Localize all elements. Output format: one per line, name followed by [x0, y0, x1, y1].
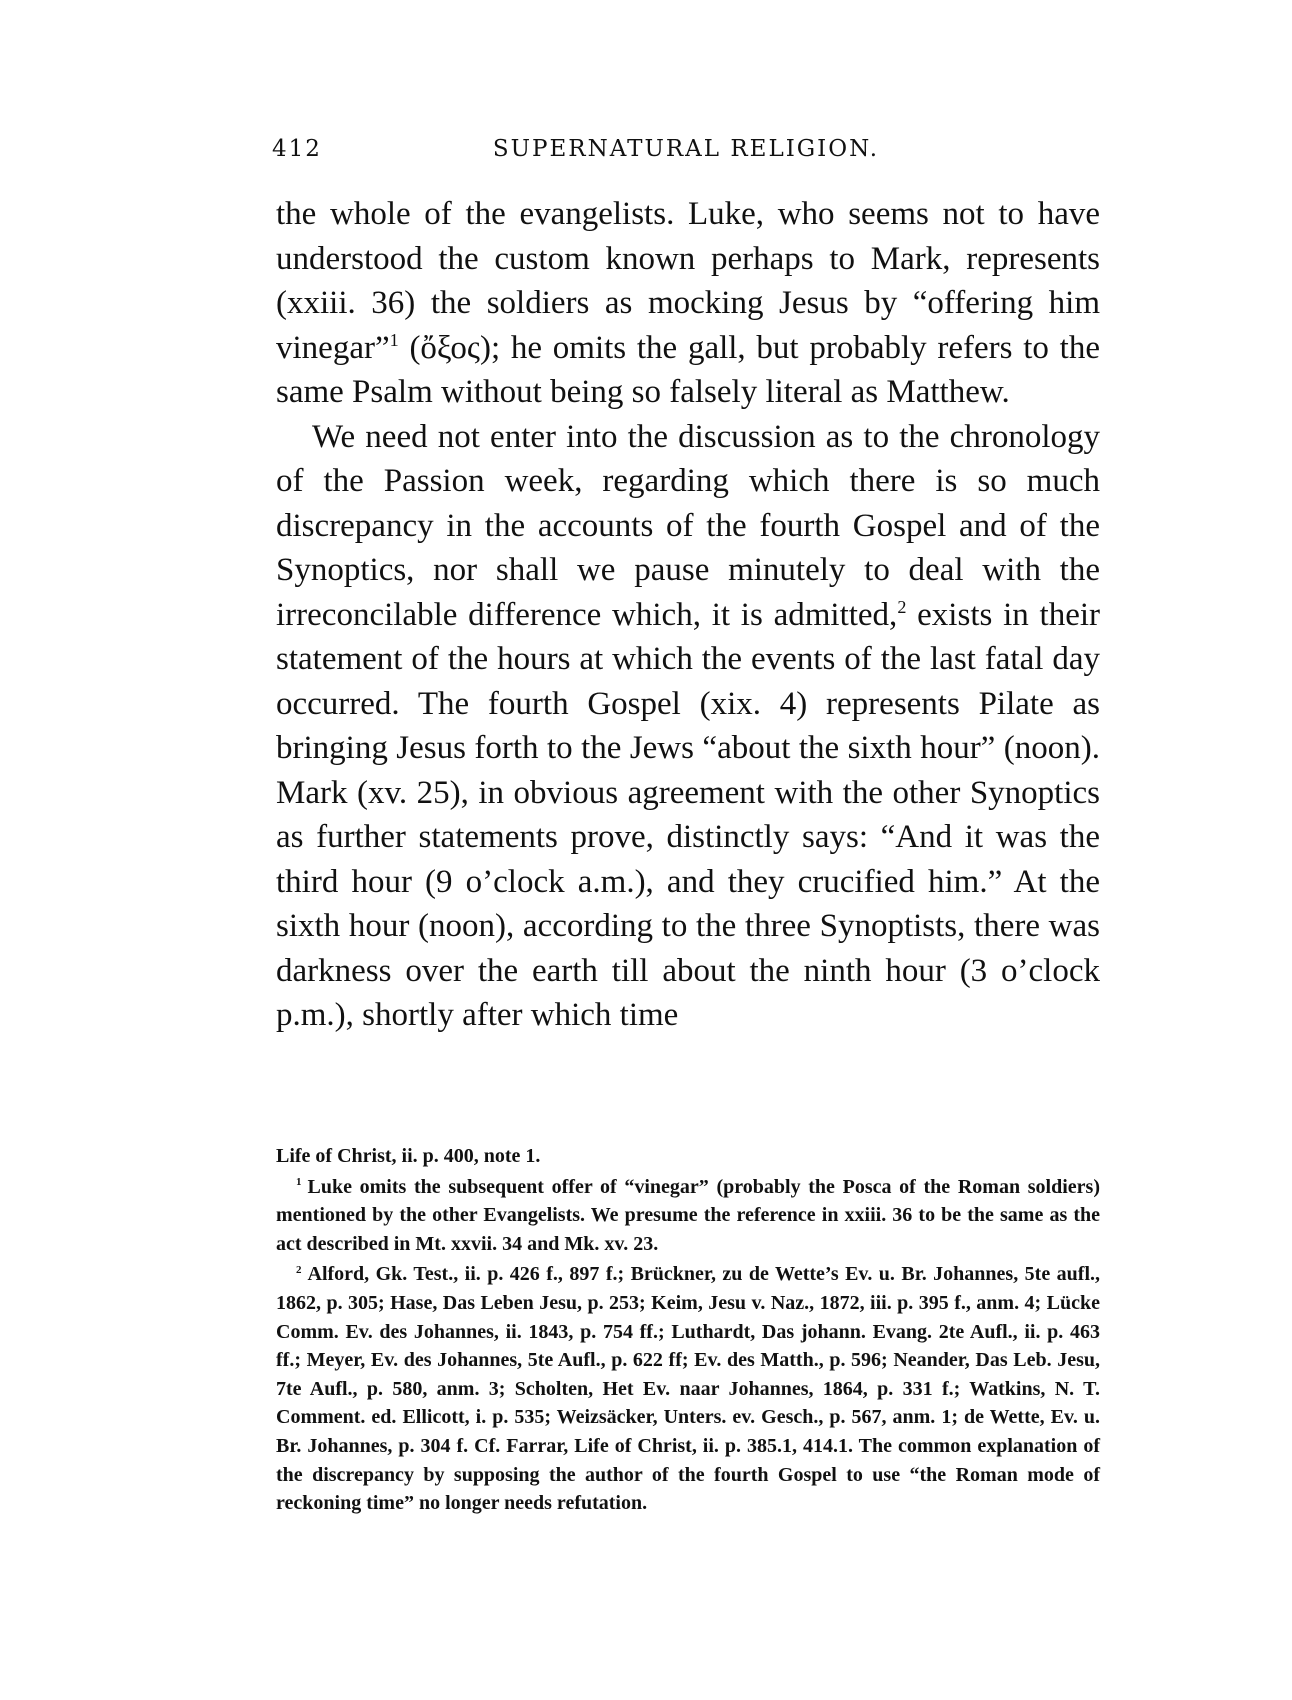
paragraph-1	[276, 192, 1100, 415]
running-title: SUPERNATURAL RELIGION.	[492, 136, 880, 162]
paragraph-2-text: We need not enter into the discussion as to the chronology of the Passion week, regarding which there is so much discrepancy in the accounts of the fourth Gospel and of the Synoptics, nor shall we pause minutely to deal with the irreconcilable difference which, it is admitted,	[276, 418, 1100, 633]
footnote-2-marker: 2	[296, 1263, 302, 1276]
main-text	[276, 192, 1100, 1038]
paragraph-1-text-rest: (ὄξος); he omits the gall, but probably refers to the same Psalm without being so falsely literal as Matthew.	[276, 329, 1100, 410]
footnotes	[276, 1142, 1100, 1520]
paragraph-1-text: the whole of the evangelists. Luke, who seems not to have understood the custom known perhaps to Mark, represents (xxiii. 36) the soldiers as mocking Jesus by “offering him vinegar”	[276, 196, 1100, 366]
paragraph-2	[276, 415, 1100, 1038]
page-header	[272, 136, 1100, 170]
footnote-1-text: Luke omits the subsequent offer of “vinegar” (probably the Posca of the Roman soldiers) mentioned by the other Evangelists. We presume the reference in xxiii. 36 to be the same as the act described in Mt. xxvii. 34 and Mk. xv. 23.	[276, 1175, 1100, 1255]
paragraph-2-text-rest: exists in their statement of the hours at which the events of the last fatal day occurred. The fourth Gospel (xix. 4) represents Pilate as bringing Jesus forth to the Jews “about the sixth hour” (noon). Mark (xv. 25), in obvious agreement with the other Synoptics as further statements prove, distinctly says: “And it was the third hour (9 o’clock a.m.), and they crucified him.” At the sixth hour (noon), according to the three Synoptists, there was darkness over the earth till about the ninth hour (3 o’clock p.m.), shortly after which time	[276, 596, 1100, 1033]
footnote-2-text: Alford, Gk. Test., ii. p. 426 f., 897 f.; Brückner, zu de Wette’s Ev. u. Br. Johannes, 5te aufl., 1862, p. 305; Hase, Das Leben Jesu, p. 253; Keim, Jesu v. Naz., 1872, iii. p. 395 f., anm. 4; Lücke Comm. Ev. des Johannes, ii. 1843, p. 754 ff.; Luthardt, Das johann. Evang. 2te Aufl., ii. p. 463 ff.; Meyer, Ev. des Johannes, 5te Aufl., p. 622 ff; Ev. des Matth., p. 596; Neander, Das Leb. Jesu, 7te Aufl., p. 580, anm. 3; Scholten, Het Ev. naar Johannes, 1864, p. 331 f.; Watkins, N. T. Comment. ed. Ellicott, i. p. 535; Weizsäcker, Unters. ev. Gesch., p. 567, anm. 1; de Wette, Ev. u. Br. Johannes, p. 304 f. Cf. Farrar, Life of Christ, ii. p. 385.1, 414.1. The common explanation of the discrepancy by supposing the author of the fourth Gospel to use “the Roman mode of reckoning time” no longer needs refutation.	[276, 1263, 1100, 1515]
footnote-1	[276, 1173, 1100, 1259]
footnote-2	[276, 1260, 1100, 1517]
footnote-continued: Life of Christ, ii. p. 400, note 1.	[276, 1145, 541, 1167]
page-number: 412	[272, 136, 322, 162]
footnote-ref-1: 1	[389, 329, 399, 350]
footnote-ref-2: 2	[897, 596, 907, 617]
footnote-1-marker: 1	[296, 1175, 302, 1188]
